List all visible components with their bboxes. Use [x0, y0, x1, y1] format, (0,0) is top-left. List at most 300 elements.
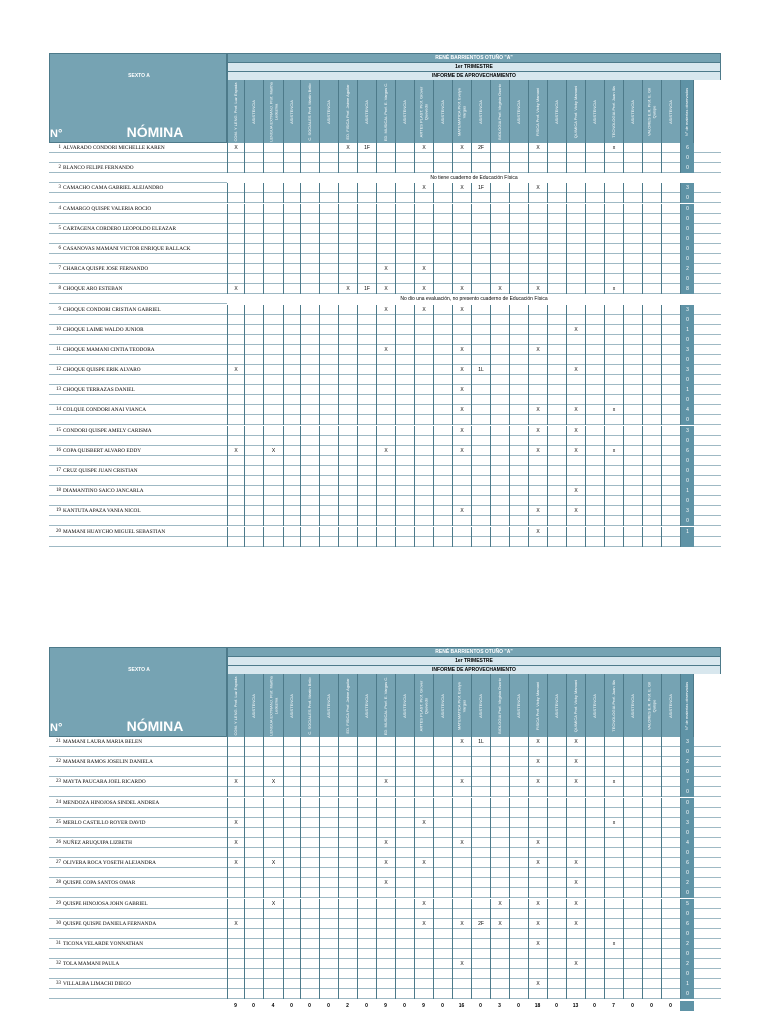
blank-cell	[547, 747, 566, 757]
grade-mark	[357, 345, 376, 355]
blank-cell	[509, 828, 528, 838]
observed-count-secondary: 0	[680, 989, 694, 999]
grade-mark	[471, 466, 490, 476]
grade-mark	[414, 446, 433, 456]
total-value: 13	[572, 1003, 579, 1010]
grade-mark	[547, 446, 566, 456]
student-entry	[49, 385, 721, 405]
blank-cell	[623, 949, 642, 959]
student-entry	[49, 466, 721, 486]
grade-mark	[566, 798, 585, 808]
grade-mark	[227, 345, 244, 355]
grade-mark	[604, 737, 623, 747]
grade-mark: X	[414, 919, 433, 929]
grade-mark	[376, 405, 395, 415]
student-name: QUISPE HINOJOSA JOHN GABRIEL	[63, 900, 148, 907]
blank-cell	[319, 456, 338, 466]
blank-cell	[509, 214, 528, 224]
blank-cell	[585, 949, 604, 959]
number-column-label: N°	[50, 722, 63, 734]
grade-mark	[300, 466, 319, 476]
grade-mark	[319, 919, 338, 929]
blank-cell	[244, 274, 263, 284]
student-entry	[49, 818, 721, 838]
blank-cell	[604, 395, 623, 405]
grade-mark	[585, 798, 604, 808]
total-value: 7	[612, 1003, 615, 1010]
blank-cell	[585, 516, 604, 526]
blank-cell	[661, 355, 680, 365]
blank-cell	[433, 193, 452, 203]
spacer-row	[49, 888, 721, 898]
grade-mark	[642, 919, 661, 929]
blank-cell	[547, 355, 566, 365]
grade-mark	[604, 878, 623, 888]
blank-cell	[452, 456, 471, 466]
blank-cell	[376, 193, 395, 203]
blank-cell	[528, 767, 547, 777]
grade-mark	[623, 878, 642, 888]
table-row	[49, 899, 721, 909]
grade-mark	[244, 919, 263, 929]
grade-mark	[452, 244, 471, 254]
blank-cell	[623, 808, 642, 818]
grade-mark	[509, 305, 528, 315]
grade-mark	[604, 979, 623, 989]
student-number: 33	[56, 981, 61, 987]
blank-cell	[585, 476, 604, 486]
blank-cell	[338, 516, 357, 526]
grade-mark: X	[566, 878, 585, 888]
grade-mark	[452, 163, 471, 173]
grade-mark	[528, 264, 547, 274]
grade-mark: X	[566, 486, 585, 496]
subject-column-label: ASISTENCIA	[515, 99, 521, 124]
subject-column-header	[528, 674, 547, 737]
blank-cell	[566, 888, 585, 898]
blank-cell	[263, 516, 283, 526]
student-entry	[49, 345, 721, 365]
table-row	[49, 305, 721, 315]
observed-count: 4	[680, 838, 694, 848]
grade-mark	[414, 838, 433, 848]
grade-mark	[604, 365, 623, 375]
grade-mark	[244, 224, 263, 234]
grade-mark	[528, 305, 547, 315]
blank-cell	[452, 415, 471, 425]
blank-cell	[357, 516, 376, 526]
grade-mark	[283, 527, 300, 537]
blank-cell	[585, 335, 604, 345]
blank-cell	[319, 496, 338, 506]
blank-cell	[300, 254, 319, 264]
grade-mark: 1L	[471, 365, 490, 375]
blank-cell	[283, 375, 300, 385]
observed-count: 3	[680, 305, 694, 315]
grade-mark: X	[566, 919, 585, 929]
student-name: CARTAGENA CORDERO LEOPOLDO ELEAZAR	[63, 225, 176, 232]
grade-mark	[376, 224, 395, 234]
grade-mark	[376, 385, 395, 395]
blank-cell	[414, 415, 433, 425]
grade-mark	[395, 838, 414, 848]
blank-cell	[395, 516, 414, 526]
grade-mark	[433, 737, 452, 747]
subject-column-header	[528, 80, 547, 143]
blank-cell	[414, 395, 433, 405]
blank-cell	[623, 537, 642, 547]
subject-column-header	[471, 80, 490, 143]
blank-cell	[263, 476, 283, 486]
blank-cell	[283, 355, 300, 365]
table-row	[49, 163, 721, 173]
grade-mark	[300, 757, 319, 767]
blank-cell	[338, 436, 357, 446]
student-entry	[49, 979, 721, 999]
grade-mark	[661, 325, 680, 335]
totals-row	[49, 1001, 721, 1011]
grade-mark	[547, 818, 566, 828]
blank-cell	[244, 747, 263, 757]
blank-cell	[244, 808, 263, 818]
blank-cell	[263, 537, 283, 547]
subject-column-label: ASISTENCIA	[667, 693, 673, 718]
grade-mark	[283, 899, 300, 909]
total-value: 0	[517, 1003, 520, 1010]
blank-cell	[338, 808, 357, 818]
blank-cell	[661, 787, 680, 797]
grade-mark	[566, 939, 585, 949]
blank-cell	[376, 315, 395, 325]
grade-mark	[300, 506, 319, 516]
blank-cell	[566, 496, 585, 506]
blank-cell	[283, 868, 300, 878]
blank-cell	[490, 254, 509, 264]
blank-cell	[414, 848, 433, 858]
grade-mark	[623, 426, 642, 436]
grade-mark: X	[414, 899, 433, 909]
blank-cell	[661, 153, 680, 163]
blank-cell	[452, 516, 471, 526]
blank-cell	[395, 254, 414, 264]
blank-cell	[414, 436, 433, 446]
blank-cell	[604, 868, 623, 878]
student-entry	[49, 838, 721, 858]
blank-cell	[490, 868, 509, 878]
observed-count-secondary: 0	[680, 747, 694, 757]
grade-mark: X	[452, 919, 471, 929]
student-number: 16	[56, 447, 61, 453]
grade-mark	[528, 365, 547, 375]
blank-cell	[566, 274, 585, 284]
grade-mark	[433, 757, 452, 767]
grade-mark	[244, 325, 263, 335]
grade-mark	[490, 305, 509, 315]
blank-cell	[604, 787, 623, 797]
subject-column-label: ASISTENCIA	[591, 99, 597, 124]
blank-cell	[376, 476, 395, 486]
blank-cell	[433, 989, 452, 999]
blank-cell	[357, 193, 376, 203]
grade-mark	[547, 486, 566, 496]
blank-cell	[395, 909, 414, 919]
grade-mark	[300, 183, 319, 193]
table-row	[49, 466, 721, 476]
subject-column-label: ASISTENCIA	[288, 99, 294, 124]
grade-mark	[244, 798, 263, 808]
grade-mark	[661, 486, 680, 496]
grade-mark	[376, 325, 395, 335]
grade-mark	[509, 405, 528, 415]
grade-mark	[547, 183, 566, 193]
observed-count: 2	[680, 264, 694, 274]
blank-cell	[528, 496, 547, 506]
blank-cell	[376, 335, 395, 345]
total-value: 4	[271, 1003, 275, 1010]
blank-cell	[376, 395, 395, 405]
blank-cell	[471, 516, 490, 526]
student-name: CONDORI QUISPE AMELY CARISMA	[63, 427, 152, 434]
blank-cell	[338, 415, 357, 425]
grade-mark	[604, 486, 623, 496]
subject-column-label: LENGUA EXTRANJ. Prof. Martha Ledezma	[268, 675, 278, 736]
blank-cell	[433, 274, 452, 284]
grade-mark	[604, 204, 623, 214]
grade-mark	[283, 506, 300, 516]
grade-mark	[566, 284, 585, 294]
blank-cell	[376, 888, 395, 898]
blank-cell	[357, 335, 376, 345]
grade-mark	[227, 737, 244, 747]
grade-mark	[509, 919, 528, 929]
grade-mark	[283, 305, 300, 315]
blank-cell	[319, 355, 338, 365]
grade-mark	[244, 506, 263, 516]
blank-cell	[244, 355, 263, 365]
student-number: 31	[56, 940, 61, 946]
blank-cell	[319, 415, 338, 425]
grade-mark	[244, 486, 263, 496]
grade-mark	[357, 204, 376, 214]
grade-mark: X	[414, 305, 433, 315]
grade-mark: X	[566, 446, 585, 456]
grade-mark	[263, 939, 283, 949]
grade-mark	[642, 798, 661, 808]
student-name: CAMARGO QUISPE VALERIA ROCIO	[63, 205, 152, 212]
blank-cell	[585, 214, 604, 224]
grade-mark	[227, 798, 244, 808]
blank-cell	[227, 456, 244, 466]
blank-cell	[490, 767, 509, 777]
grade-mark	[585, 899, 604, 909]
blank-cell	[319, 888, 338, 898]
table-row	[49, 426, 721, 436]
grade-mark	[300, 163, 319, 173]
grade-mark	[623, 757, 642, 767]
grade-mark	[227, 486, 244, 496]
grade-mark	[338, 345, 357, 355]
subject-column-label: VALORES E.R. Prof. E. Gil Quispe	[646, 87, 656, 136]
subject-column-header	[376, 674, 395, 737]
grade-mark	[283, 878, 300, 888]
blank-cell	[263, 949, 283, 959]
grade-mark	[509, 777, 528, 787]
grade-mark	[452, 858, 471, 868]
observed-count: 0	[680, 466, 694, 476]
grade-mark: X	[227, 919, 244, 929]
observed-count-secondary: 0	[680, 254, 694, 264]
total-value: 0	[365, 1003, 368, 1010]
total-value: 0	[441, 1003, 444, 1010]
grade-mark	[566, 305, 585, 315]
blank-cell	[452, 436, 471, 446]
blank-cell	[395, 929, 414, 939]
grade-mark	[357, 858, 376, 868]
blank-cell	[319, 848, 338, 858]
observed-count: 2	[680, 878, 694, 888]
grade-mark	[319, 365, 338, 375]
blank-cell	[547, 868, 566, 878]
grade-mark	[433, 284, 452, 294]
grade-mark	[661, 919, 680, 929]
blank-cell	[604, 828, 623, 838]
subject-column-label: ASISTENCIA	[439, 693, 445, 718]
blank-cell	[395, 315, 414, 325]
blank-cell	[490, 315, 509, 325]
subject-column-label: ASISTENCIA	[591, 693, 597, 718]
grade-mark	[452, 899, 471, 909]
table-row	[49, 284, 721, 294]
blank-cell	[509, 969, 528, 979]
grade-mark	[433, 305, 452, 315]
student-number: 12	[56, 367, 61, 373]
blank-cell	[585, 828, 604, 838]
blank-cell	[300, 395, 319, 405]
grade-mark	[433, 798, 452, 808]
grade-mark	[319, 818, 338, 828]
blank-cell	[566, 868, 585, 878]
grade-mark	[585, 466, 604, 476]
grade-mark	[452, 878, 471, 888]
blank-cell	[319, 516, 338, 526]
grade-mark	[395, 979, 414, 989]
blank-cell	[300, 436, 319, 446]
table-row	[49, 798, 721, 808]
blank-cell	[452, 153, 471, 163]
grade-mark	[528, 204, 547, 214]
observed-count-secondary: 0	[680, 868, 694, 878]
spacer-row	[49, 395, 721, 405]
subject-column-header	[433, 80, 452, 143]
grade-mark	[227, 163, 244, 173]
grade-mark	[357, 385, 376, 395]
subject-column-header	[300, 674, 319, 737]
grade-mark: X	[528, 919, 547, 929]
blank-cell	[414, 315, 433, 325]
grade-mark	[244, 345, 263, 355]
subject-column-header	[338, 674, 357, 737]
blank-cell	[547, 214, 566, 224]
grade-mark: 2F	[471, 143, 490, 153]
grade-mark: X	[566, 858, 585, 868]
student-entry	[49, 527, 721, 547]
blank-cell	[414, 335, 433, 345]
grade-mark	[471, 204, 490, 214]
subject-column-header	[319, 80, 338, 143]
student-entry	[49, 757, 721, 777]
student-entry	[49, 878, 721, 898]
grade-mark	[490, 264, 509, 274]
table-row	[49, 224, 721, 234]
blank-cell	[300, 888, 319, 898]
grade-mark	[433, 777, 452, 787]
observed-count-secondary: 0	[680, 315, 694, 325]
grade-mark	[642, 506, 661, 516]
grade-mark	[414, 224, 433, 234]
grade-mark	[433, 385, 452, 395]
table-row	[49, 757, 721, 767]
blank-cell	[433, 767, 452, 777]
grade-mark	[283, 385, 300, 395]
grade-mark: X	[227, 365, 244, 375]
blank-cell	[263, 415, 283, 425]
blank-cell	[452, 395, 471, 405]
blank-cell	[300, 808, 319, 818]
blank-cell	[661, 929, 680, 939]
table-row	[49, 979, 721, 989]
grade-mark	[547, 527, 566, 537]
observed-count: 3	[680, 426, 694, 436]
blank-cell	[642, 747, 661, 757]
grade-mark	[300, 385, 319, 395]
blank-cell	[642, 969, 661, 979]
blank-cell	[395, 274, 414, 284]
blank-cell	[528, 888, 547, 898]
blank-cell	[509, 274, 528, 284]
subject-column-label: ASISTENCIA	[477, 693, 483, 718]
grade-mark	[319, 878, 338, 888]
blank-cell	[623, 395, 642, 405]
grade-mark	[283, 818, 300, 828]
blank-cell	[414, 496, 433, 506]
grade-mark	[604, 325, 623, 335]
grade-mark	[585, 777, 604, 787]
blank-cell	[528, 395, 547, 405]
blank-cell	[244, 828, 263, 838]
subject-column-header	[509, 80, 528, 143]
blank-cell	[376, 234, 395, 244]
blank-cell	[585, 234, 604, 244]
grade-mark	[585, 345, 604, 355]
blank-cell	[319, 747, 338, 757]
blank-cell	[227, 868, 244, 878]
blank-cell	[471, 254, 490, 264]
grade-mark	[623, 737, 642, 747]
observed-count: 1	[680, 385, 694, 395]
blank-cell	[547, 415, 566, 425]
grade-mark	[414, 426, 433, 436]
grade-mark: X	[528, 284, 547, 294]
blank-cell	[283, 496, 300, 506]
grade-mark: X	[376, 878, 395, 888]
blank-cell	[547, 787, 566, 797]
blank-cell	[244, 949, 263, 959]
observed-count: 3	[680, 183, 694, 193]
grade-mark	[283, 466, 300, 476]
blank-cell	[395, 868, 414, 878]
blank-cell	[661, 537, 680, 547]
grade-mark	[433, 486, 452, 496]
